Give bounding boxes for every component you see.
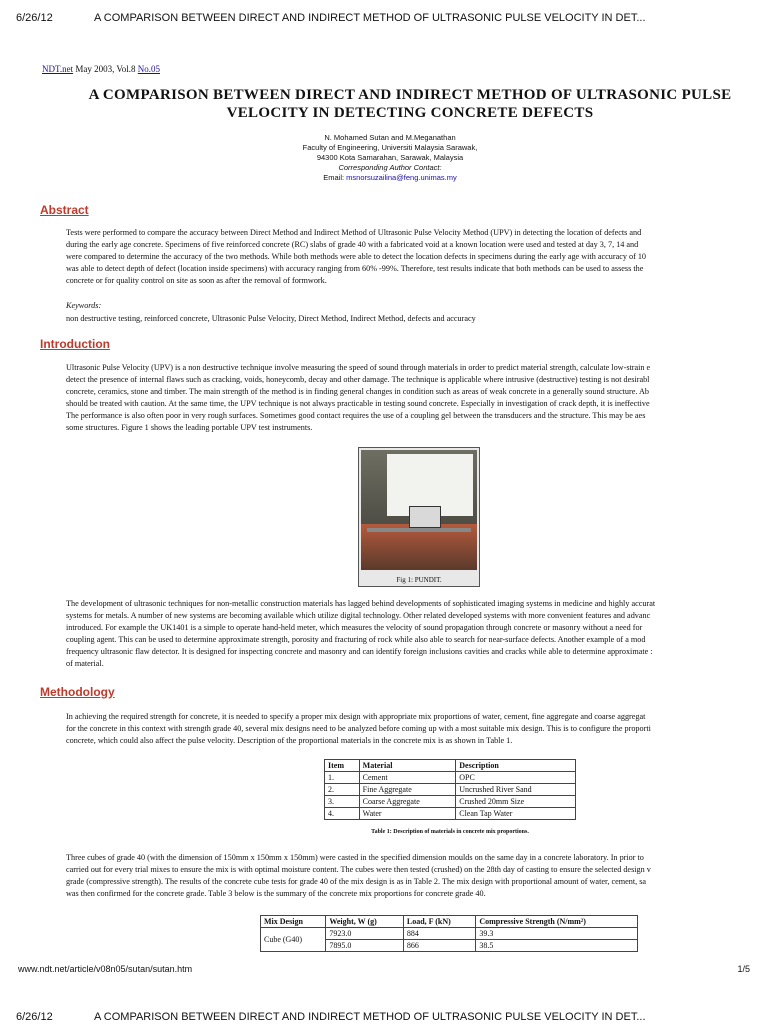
intro-line: concrete, ceramics, stone and timber. The main strength of the method is in finding general changes in condition such as areas of weak concrete in a generally sound structure. Ab — [66, 387, 650, 396]
intro-line: of material. — [66, 659, 104, 668]
citation-text: May 2003, Vol.8 — [75, 64, 136, 74]
table-row — [325, 784, 576, 796]
table-cell: Crushed 20mm Size — [456, 796, 576, 808]
page-footer — [18, 964, 750, 974]
table-header-cell: Compressive Strength (N/mm²) — [476, 916, 638, 928]
table-cell: Fine Aggregate — [359, 784, 456, 796]
table-cell: Coarse Aggregate — [359, 796, 456, 808]
intro-line: introduced. For example the UK1401 is a simple to operate hand-held meter, which measures the velocity of sound propagation through concrete or masonry without a need for — [66, 623, 643, 632]
table-cell: 7923.0 — [326, 928, 404, 940]
method-line: concrete, which could also affect the pulse velocity. Description of the proportional materials in the concrete mix is as shown in Table 1. — [66, 736, 513, 745]
table-row — [261, 928, 638, 940]
header-date: 6/26/12 — [16, 1011, 53, 1023]
table-cell: 38.5 — [476, 940, 638, 952]
table-cell: 7895.0 — [326, 940, 404, 952]
introduction-paragraph-1 — [66, 362, 734, 434]
citation — [42, 64, 160, 74]
table-cell: 3. — [325, 796, 360, 808]
method-line: grade (compressive strength). The results of the concrete cube tests for grade 40 of the mix design is as in Table 2. The mix design with proportional amount of water, cement, sa — [66, 877, 647, 886]
page-number: 1/5 — [737, 964, 750, 974]
intro-line: systems for metals. A number of new systems are becoming available which utilize digital technology. Other related developed systems with more convenient features and advanc — [66, 611, 651, 620]
table-header-row — [261, 916, 638, 928]
footer-url: www.ndt.net/article/v08n05/sutan/sutan.htm — [18, 964, 193, 974]
affiliation-line-2: 94300 Kota Samarahan, Sarawak, Malaysia — [316, 153, 464, 162]
table-cell: Water — [359, 808, 456, 820]
header-title: A COMPARISON BETWEEN DIRECT AND INDIRECT METHOD OF ULTRASONIC PULSE VELOCITY IN DET... — [94, 1011, 646, 1023]
table-header-cell: Weight, W (g) — [326, 916, 404, 928]
intro-line: detect the presence of internal flaws such as cracking, voids, honeycomb, decay and other damage. The technique is applicable where intrusive (destructive) testing is not desirabl — [66, 375, 650, 384]
table-row — [325, 772, 576, 784]
abstract-heading: Abstract — [40, 203, 89, 217]
intro-line: coupling agent. This can be used to determine approximate strength, porosity and fracturing of rock while also able to search for near-surface defects. Another example of a mod — [66, 635, 646, 644]
methodology-paragraph-2 — [66, 852, 734, 900]
email-line — [240, 173, 540, 183]
table-cell: OPC — [456, 772, 576, 784]
abstract-line: Tests were performed to compare the accuracy between Direct Method and Indirect Method of Ultrasonic Pulse Velocity Method (UPV) in detecting the location of defects and — [66, 228, 642, 237]
header-title: A COMPARISON BETWEEN DIRECT AND INDIRECT METHOD OF ULTRASONIC PULSE VELOCITY IN DET... — [94, 12, 646, 24]
table-cell: 1. — [325, 772, 360, 784]
pundit-photo — [361, 450, 477, 570]
figure-caption: Fig 1: PUNDIT. — [396, 576, 442, 584]
abstract-line: concrete or for quality control on site as soon as after the removal of formwork. — [66, 276, 327, 285]
author-block — [240, 133, 540, 183]
method-line: Three cubes of grade 40 (with the dimension of 150mm x 150mm x 150mm) were casted in the specified dimension moulds on the same day in a concrete laboratory. In prior to — [66, 853, 644, 862]
abstract-line: during the early age concrete. Specimens of five reinforced concrete (RC) slabs of grade 40 with a fabricated void at a known location were used and tested at day 3, 7, 14 and — [66, 240, 639, 249]
table-cell: 4. — [325, 808, 360, 820]
introduction-paragraph-2 — [66, 598, 734, 670]
table-cell: 2. — [325, 784, 360, 796]
keywords-label: Keywords: — [66, 301, 102, 310]
intro-line: The performance is also often poor in very rough surfaces. Sometimes good contact requires the use of a coupling gel between the transducers and the structure. This may be aes — [66, 411, 646, 420]
methodology-heading: Methodology — [40, 685, 115, 699]
table-cell: 884 — [403, 928, 476, 940]
email-link[interactable]: msnorsuzailina@feng.unimas.my — [346, 173, 457, 182]
test-specimen — [367, 528, 471, 532]
email-label: Email: — [323, 173, 345, 182]
methodology-paragraph-1 — [66, 711, 734, 747]
method-line: carried out for every trial mixes to ensure the mix is with optimal moisture content. The cubes were then tested (crushed) on the 28th day of casting to ensure the selected design v — [66, 865, 651, 874]
abstract-line: were compared to determine the accuracy of the two methods. While both methods were able to detect the location defects in specimens during the early age with accuracy of 10 — [66, 252, 647, 261]
table-1 — [324, 759, 576, 820]
abstract-line: was able to detect depth of defect (location inside specimens) with accuracy ranging from 60% -99%. Therefore, test results indicate that both methods can be used to assess the — [66, 264, 644, 273]
intro-line: should be treated with caution. At the same time, the UPV technique is not always practicable in testing sound concrete. Especially in investigation of crack depth, it is ineffective — [66, 399, 650, 408]
table-cell: Uncrushed River Sand — [456, 784, 576, 796]
intro-line: Ultrasonic Pulse Velocity (UPV) is a non destructive technique involve measuring the speed of sound through materials in order to predict material strength, calculate low-strain e — [66, 363, 651, 372]
table-header-cell: Material — [359, 760, 456, 772]
affiliation-line-1: Faculty of Engineering, Universiti Malaysia Sarawak, — [302, 143, 478, 152]
introduction-heading: Introduction — [40, 337, 110, 351]
table-cell: Clean Tap Water — [456, 808, 576, 820]
table-1-caption: Table 1: Description of materials in concrete mix proportions. — [371, 829, 529, 835]
table-cell: 866 — [403, 940, 476, 952]
method-line: In achieving the required strength for concrete, it is needed to specify a proper mix design with appropriate mix proportions of water, cement, fine aggregate and coarse aggregat — [66, 712, 646, 721]
table-row — [325, 808, 576, 820]
header-date: 6/26/12 — [16, 12, 53, 24]
author-names: N. Mohamed Sutan and M.Meganathan — [324, 133, 456, 142]
table-header-row — [325, 760, 576, 772]
table-header-cell: Mix Design — [261, 916, 326, 928]
table-cell: Cement — [359, 772, 456, 784]
table-cell: Cube (G40) — [261, 928, 326, 952]
issue-link[interactable]: No.05 — [137, 64, 161, 74]
intro-line: some structures. Figure 1 shows the leading portable UPV test instruments. — [66, 423, 313, 432]
keywords-text: non destructive testing, reinforced concrete, Ultrasonic Pulse Velocity, Direct Method, Indirect Method, defects and accuracy — [66, 314, 476, 323]
paper-title: A COMPARISON BETWEEN DIRECT AND INDIRECT METHOD OF ULTRASONIC PULSE VELOCITY IN DETECTING CONCRETE DEFECTS — [88, 87, 732, 121]
table-header-cell: Load, F (kN) — [403, 916, 476, 928]
pundit-device — [409, 506, 441, 528]
method-line: was then confirmed for the concrete grade. Table 3 below is the summary of the concrete mix proportions for concrete grade 40. — [66, 889, 486, 898]
table-header-cell: Item — [325, 760, 360, 772]
intro-line: frequency ultrasonic flaw detector. It is designed for inspecting concrete and masonry and can identify foreign inclusions cavities and cracks while able to determine approximate : — [66, 647, 653, 656]
table-cell: 39.3 — [476, 928, 638, 940]
corresponding-author: Corresponding Author Contact: — [338, 163, 442, 172]
table-2 — [260, 915, 638, 952]
table-header-cell: Description — [456, 760, 576, 772]
method-line: for the concrete in this context with strength grade 40, several mix designs need to be analyzed before coming up with a most suitable mix design. This is to configure the proporti — [66, 724, 651, 733]
intro-line: The development of ultrasonic techniques for non-metallic construction materials has lagged behind developments of sophisticated imaging systems in medicine and highly accurat — [66, 599, 656, 608]
abstract-text — [66, 227, 734, 287]
ndt-link[interactable]: NDT.net — [42, 64, 74, 74]
figure-pundit — [358, 447, 480, 587]
table-row — [325, 796, 576, 808]
